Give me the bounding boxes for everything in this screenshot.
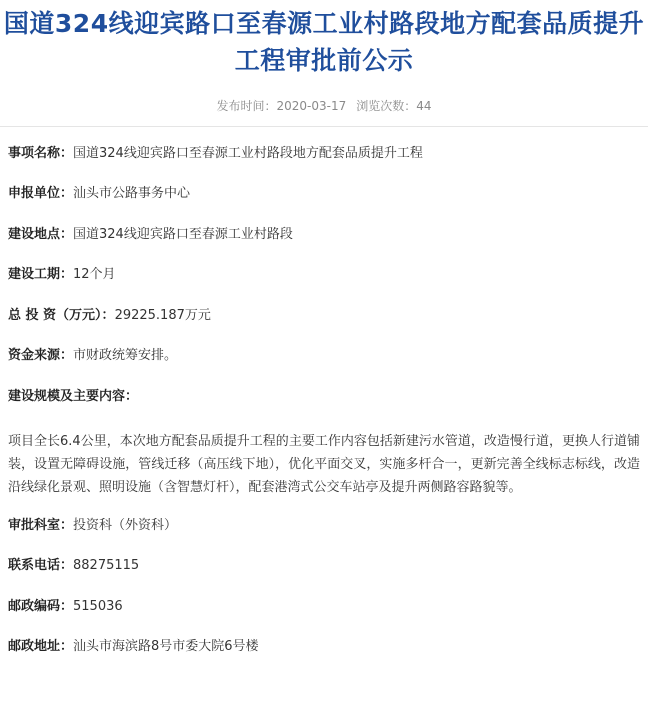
field-location: [8, 226, 640, 244]
field-value: 国道324线迎宾路口至春源工业村路段: [73, 227, 293, 242]
field-label: 总 投 资（万元）：: [8, 308, 115, 323]
field-value: 515036: [73, 599, 123, 614]
field-duration: [8, 266, 640, 284]
field-approval-dept: [8, 517, 640, 535]
views-count: 44: [416, 99, 432, 113]
field-value: 投资科（外资科）: [73, 518, 178, 533]
field-project-name: [8, 145, 640, 163]
field-postcode: [8, 598, 640, 616]
article-body: [0, 145, 648, 656]
page-title: 国道324线迎宾路口至春源工业村路段地方配套品质提升工程审批前公示: [3, 9, 645, 75]
field-value: 汕头市海滨路8号市委大院6号楼: [73, 639, 259, 654]
views-label: 浏览次数：: [356, 99, 417, 113]
article-meta: [0, 98, 648, 114]
field-investment: [8, 307, 640, 325]
field-address: [8, 638, 640, 656]
field-value: 88275115: [73, 558, 140, 573]
field-label: 邮政编码：: [8, 599, 74, 614]
field-label: 建设地点：: [8, 227, 74, 242]
field-label: 资金来源：: [8, 348, 74, 363]
field-value: 汕头市公路事务中心: [73, 186, 191, 201]
field-label: 建设工期：: [8, 267, 74, 282]
field-label: 邮政地址：: [8, 639, 74, 654]
field-funding: [8, 347, 640, 365]
field-label: 审批科室：: [8, 518, 74, 533]
field-phone: [8, 557, 640, 575]
field-value: 国道324线迎宾路口至春源工业村路段地方配套品质提升工程: [73, 146, 423, 161]
field-label: 联系电话：: [8, 558, 74, 573]
field-value: 市财政统筹安排。: [73, 348, 178, 363]
publish-date: 2020-03-17: [276, 99, 347, 113]
publish-label: 发布时间：: [216, 99, 277, 113]
field-value: 29225.187万元: [114, 308, 211, 323]
field-label: 申报单位：: [8, 186, 74, 201]
field-value: 12个月: [73, 267, 116, 282]
field-applicant: [8, 185, 640, 203]
field-label: 事项名称：: [8, 146, 74, 161]
header-divider: [0, 126, 648, 127]
field-scope-heading: [8, 388, 640, 406]
scope-description: 项目全长6.4公里，本次地方配套品质提升工程的主要工作内容包括新建污水管道，改造慢行道，更换人行道铺装，设置无障碍设施，管线迁移（高压线下地），优化平面交叉，实施多杆合一，更新完善全线标志标线，改造沿线绿化景观、照明设施（含智慧灯杆），配套港湾式公交车站亭及提升两侧路容路貌等。: [8, 434, 640, 495]
field-label: 建设规模及主要内容：: [8, 389, 139, 404]
